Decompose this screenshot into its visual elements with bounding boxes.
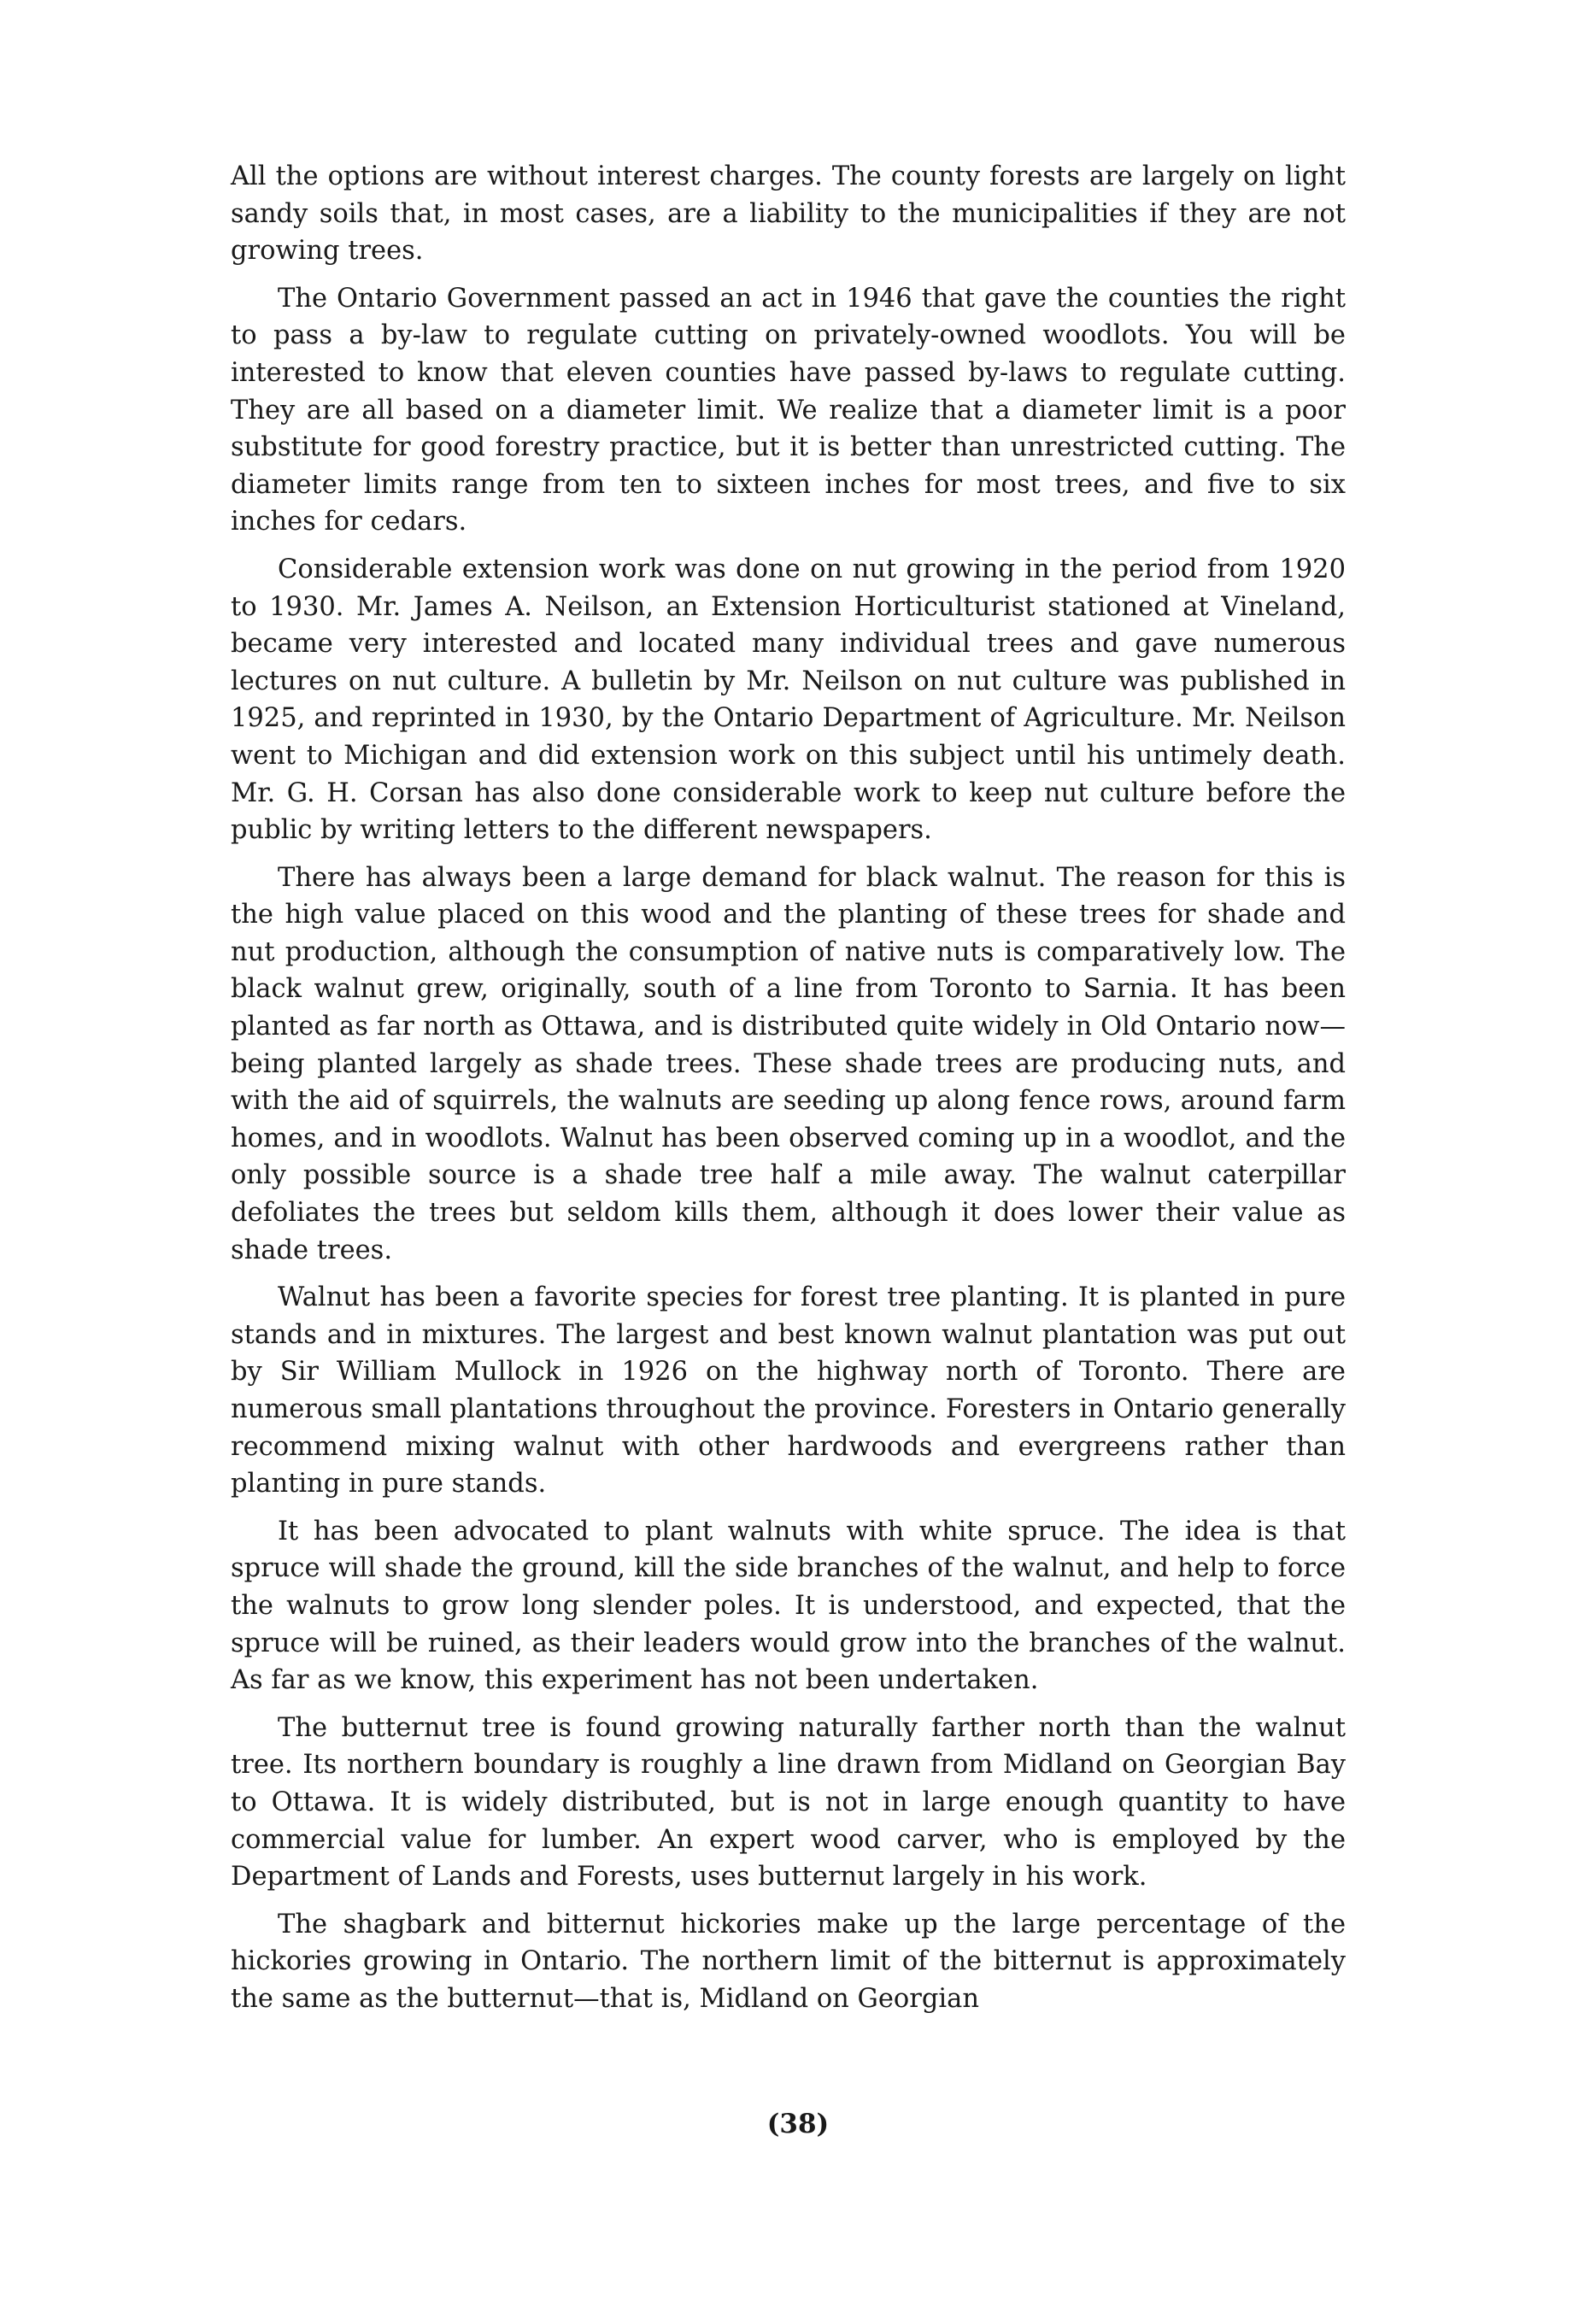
- page-body: [231, 158, 1346, 2028]
- paragraph-county-forests: All the options are without interest charges. The county forests are largely on light sandy soils that, in most cases, are a liability to the municipalities if they are not growing trees.: [231, 161, 1346, 267]
- page-number: (38): [766, 2109, 830, 2139]
- paragraph-butternut: The butternut tree is found growing naturally farther north than the walnut tree. Its northern boundary is roughly a line drawn from Midland on Georgian Bay to Ottawa. It is widely distributed, but is not in large enough quantity to have commercial value for lumber. An expert wood carver, who is employed by the Department of Lands and Forests, uses butternut largely in his work.: [231, 1712, 1346, 1892]
- paragraph-nut-extension: Considerable extension work was done on nut growing in the period from 1920 to 1930. Mr. James A. Neilson, an Extension Horticulturist stationed at Vineland, became very interested and located many individual trees and gave numerous lectures on nut culture. A bulletin by Mr. Neilson on nut culture was published in 1925, and reprinted in 1930, by the Ontario Department of Agriculture. Mr. Neilson went to Michigan and did extension work on this subject until his untimely death. Mr. G. H. Corsan has also done considerable work to keep nut culture before the public by writing letters to the different newspapers.: [231, 554, 1346, 846]
- paragraph-black-walnut-demand: There has always been a large demand for black walnut. The reason for this is the high value placed on this wood and the planting of these trees for shade and nut production, although the consumption of native nuts is comparatively low. The black walnut grew, originally, south of a line from Toronto to Sarnia. It has been planted as far north as Ottawa, and is distributed quite widely in Old Ontario now—being planted largely as shade trees. These shade trees are producing nuts, and with the aid of squirrels, the walnuts are seeding up along fence rows, around farm homes, and in woodlots. Walnut has been observed coming up in a woodlot, and the only possible source is a shade tree half a mile away. The walnut caterpillar defoliates the trees but seldom kills them, although it does lower their value as shade trees.: [231, 862, 1346, 1265]
- paragraph-white-spruce: It has been advocated to plant walnuts with white spruce. The idea is that spruce will shade the ground, kill the side branches of the walnut, and help to force the walnuts to grow long slender poles. It is understood, and expected, that the spruce will be ruined, as their leaders would grow into the branches of the walnut. As far as we know, this experiment has not been undertaken.: [231, 1516, 1346, 1696]
- paragraph-bylaw-act: The Ontario Government passed an act in 1946 that gave the counties the right to pass a by-law to regulate cutting on privately-owned woodlots. You will be interested to know that eleven counties have passed by-laws to regulate cutting. They are all based on a diameter limit. We realize that a diameter limit is a poor substitute for good forestry practice, but it is better than unrestricted cutting. The diameter limits range from ten to sixteen inches for most trees, and five to six inches for cedars.: [231, 283, 1346, 537]
- paragraph-walnut-planting: Walnut has been a favorite species for forest tree planting. It is planted in pure stands and in mixtures. The largest and best known walnut plantation was put out by Sir William Mullock in 1926 on the highway north of Toronto. There are numerous small plantations throughout the province. Foresters in Ontario generally recommend mixing walnut with other hardwoods and evergreens rather than planting in pure stands.: [231, 1282, 1346, 1499]
- paragraph-hickories: The shagbark and bitternut hickories make up the large percentage of the hickories growing in Ontario. The northern limit of the bitternut is approximately the same as the butternut—that is, Midland on Georgian: [231, 1909, 1346, 2014]
